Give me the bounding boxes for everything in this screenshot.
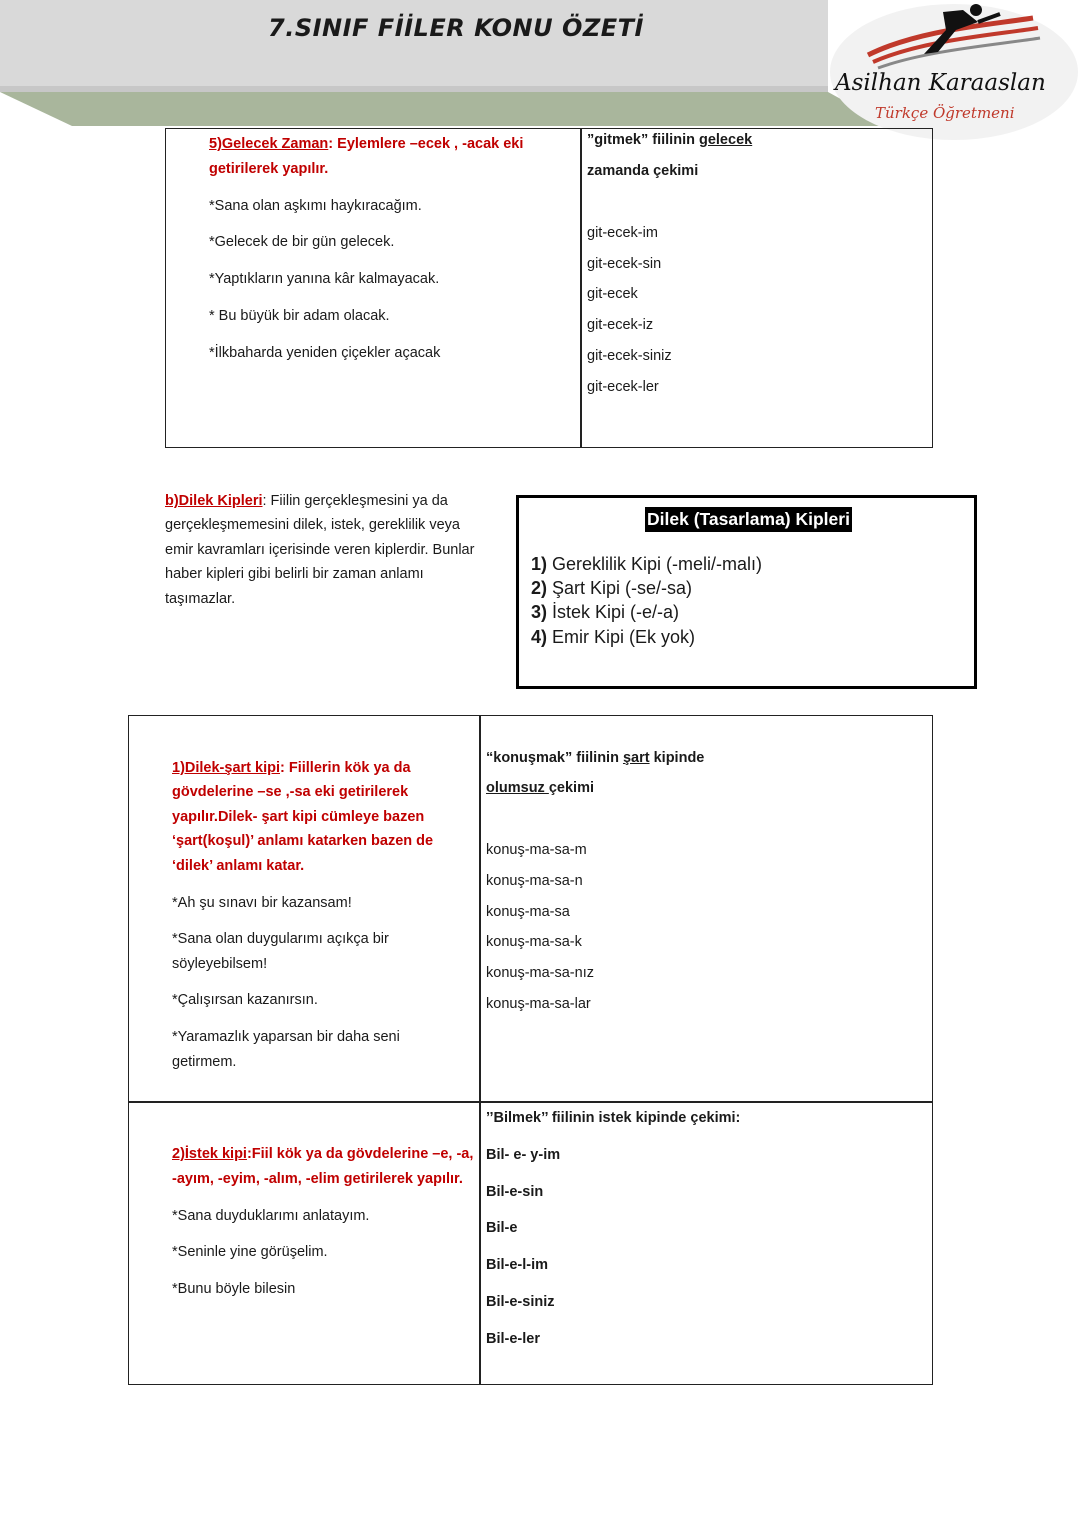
conj-title-part: şart — [622, 750, 650, 766]
table-divider — [479, 715, 481, 1385]
gelecek-example: *İlkbaharda yeniden çiçekler açacak — [209, 345, 441, 361]
istek-desc: :Fiil kök ya da gövdelerine –e, -a, — [246, 1146, 474, 1162]
dilek-list-item — [531, 578, 692, 599]
sart-desc: ‘şart(koşul)’ anlamı katarken bazen de — [172, 833, 434, 849]
gelecek-conj-title-2: zamanda çekimi — [587, 163, 699, 179]
conjugation-item: Bil-e-siniz — [486, 1294, 555, 1310]
sart-heading: 1)Dilek-şart kipi — [172, 760, 280, 776]
sart-example: *Çalışırsan kazanırsın. — [172, 992, 318, 1008]
istek-example: *Seninle yine görüşelim. — [172, 1244, 328, 1260]
item-number: 4) — [531, 627, 548, 647]
sart-example: söyleyebilsem! — [172, 956, 268, 972]
dilek-intro-text: taşımazlar. — [165, 591, 236, 607]
sart-conj-title — [486, 751, 704, 766]
conjugation-item: konuş-ma-sa-lar — [486, 996, 591, 1012]
istek-example: *Bunu böyle bilesin — [172, 1281, 296, 1297]
gelecek-example: *Yaptıkların yanına kâr kalmayacak. — [209, 271, 440, 287]
item-text: Gereklilik Kipi (-meli/-malı) — [547, 554, 763, 574]
sart-desc: ‘dilek’ anlamı katar. — [172, 858, 305, 874]
dilek-intro-text: emir kavramları içerisinde veren kiplerdir. Bunlar — [165, 542, 475, 558]
sart-heading-line — [172, 761, 411, 776]
table-divider — [580, 128, 582, 448]
gelecek-example: *Gelecek de bir gün gelecek. — [209, 234, 395, 250]
sart-example: *Sana olan duygularımı açıkça bir — [172, 931, 389, 947]
conj-title-part: “konuşmak” fiilinin — [486, 750, 623, 766]
dilek-list-item — [531, 602, 679, 623]
conj-title-part: kipinde — [649, 750, 705, 766]
conjugation-item: git-ecek — [587, 286, 638, 302]
conjugation-item: Bil-e-l-im — [486, 1257, 549, 1273]
dilek-intro-text: : Fiilin gerçekleşmesini ya da — [262, 493, 448, 509]
istek-heading-line — [172, 1147, 473, 1162]
gelecek-conj-title — [587, 133, 752, 148]
sart-desc: gövdelerine –se ,-sa eki getirilerek — [172, 784, 409, 800]
page-title: 7.SINIF FİİLER KONU ÖZETİ — [268, 14, 644, 42]
conjugation-item: git-ecek-ler — [587, 379, 659, 395]
conj-title-part: çekimi — [548, 780, 594, 796]
conjugation-item: git-ecek-iz — [587, 317, 654, 333]
dilek-heading: b)Dilek Kipleri — [165, 493, 263, 509]
dilek-intro-text: haber kipleri gibi belirli bir zaman anlamı — [165, 566, 424, 582]
item-number: 2) — [531, 578, 548, 598]
conj-title-part: gelecek — [698, 132, 753, 148]
gelecek-desc-2: getirilerek yapılır. — [209, 161, 329, 177]
item-text: İstek Kipi (-e/-a) — [547, 602, 680, 622]
conjugation-item: git-ecek-siniz — [587, 348, 672, 364]
conjugation-item: git-ecek-sin — [587, 256, 662, 272]
logo-subtitle: Türkçe Öğretmeni — [875, 104, 1015, 122]
sart-example: *Ah şu sınavı bir kazansam! — [172, 895, 352, 911]
conjugation-item: Bil-e — [486, 1220, 518, 1236]
istek-heading: 2)İstek kipi — [172, 1146, 247, 1162]
dilek-intro-line — [165, 494, 448, 509]
conjugation-item: Bil-e-sin — [486, 1184, 544, 1200]
gelecek-example: *Sana olan aşkımı haykıracağım. — [209, 198, 422, 214]
logo-name: Asilhan Karaaslan — [835, 70, 1046, 96]
istek-example: *Sana duyduklarımı anlatayım. — [172, 1208, 370, 1224]
conjugation-item: Bil-e-ler — [486, 1331, 540, 1347]
conjugation-item: konuş-ma-sa-nız — [486, 965, 594, 981]
dilek-list-item — [531, 627, 695, 648]
conjugation-item: Bil- e- y-im — [486, 1147, 561, 1163]
gelecek-desc-1: : Eylemlere –ecek , -acak eki — [328, 136, 524, 152]
sart-example: getirmem. — [172, 1054, 237, 1070]
sart-desc: yapılır.Dilek- şart kipi cümleye bazen — [172, 809, 425, 825]
istek-conj-title: ’’Bilmek’’ fiilinin istek kipinde çekimi: — [486, 1110, 741, 1126]
dilek-box-title: Dilek (Tasarlama) Kipleri — [645, 507, 852, 532]
gelecek-heading: 5)Gelecek Zaman — [209, 136, 329, 152]
istek-desc: -ayım, -eyim, -alım, -elim getirilerek yapılır. — [172, 1171, 463, 1187]
sart-example: *Yaramazlık yaparsan bir daha seni — [172, 1029, 400, 1045]
gelecek-example: * Bu büyük bir adam olacak. — [209, 308, 390, 324]
conjugation-item: konuş-ma-sa-n — [486, 873, 583, 889]
item-text: Emir Kipi (Ek yok) — [547, 627, 696, 647]
conjugation-item: konuş-ma-sa — [486, 904, 570, 920]
conjugation-item: git-ecek-im — [587, 225, 658, 241]
dilek-intro-text: gerçekleşmemesini dilek, istek, gereklilik veya — [165, 517, 460, 533]
conjugation-item: konuş-ma-sa-k — [486, 934, 582, 950]
conj-title-part: ”gitmek” fiilinin — [587, 132, 699, 148]
conj-title-part: olumsuz — [486, 780, 549, 796]
sart-conj-title-2 — [486, 781, 594, 796]
item-number: 1) — [531, 554, 548, 574]
dilek-list-item — [531, 554, 762, 575]
item-text: Şart Kipi (-se/-sa) — [547, 578, 693, 598]
item-number: 3) — [531, 602, 548, 622]
table-row-divider — [128, 1101, 933, 1103]
sart-desc: : Fiillerin kök ya da — [280, 760, 411, 776]
conjugation-item: konuş-ma-sa-m — [486, 842, 587, 858]
gelecek-heading-line — [209, 137, 523, 152]
